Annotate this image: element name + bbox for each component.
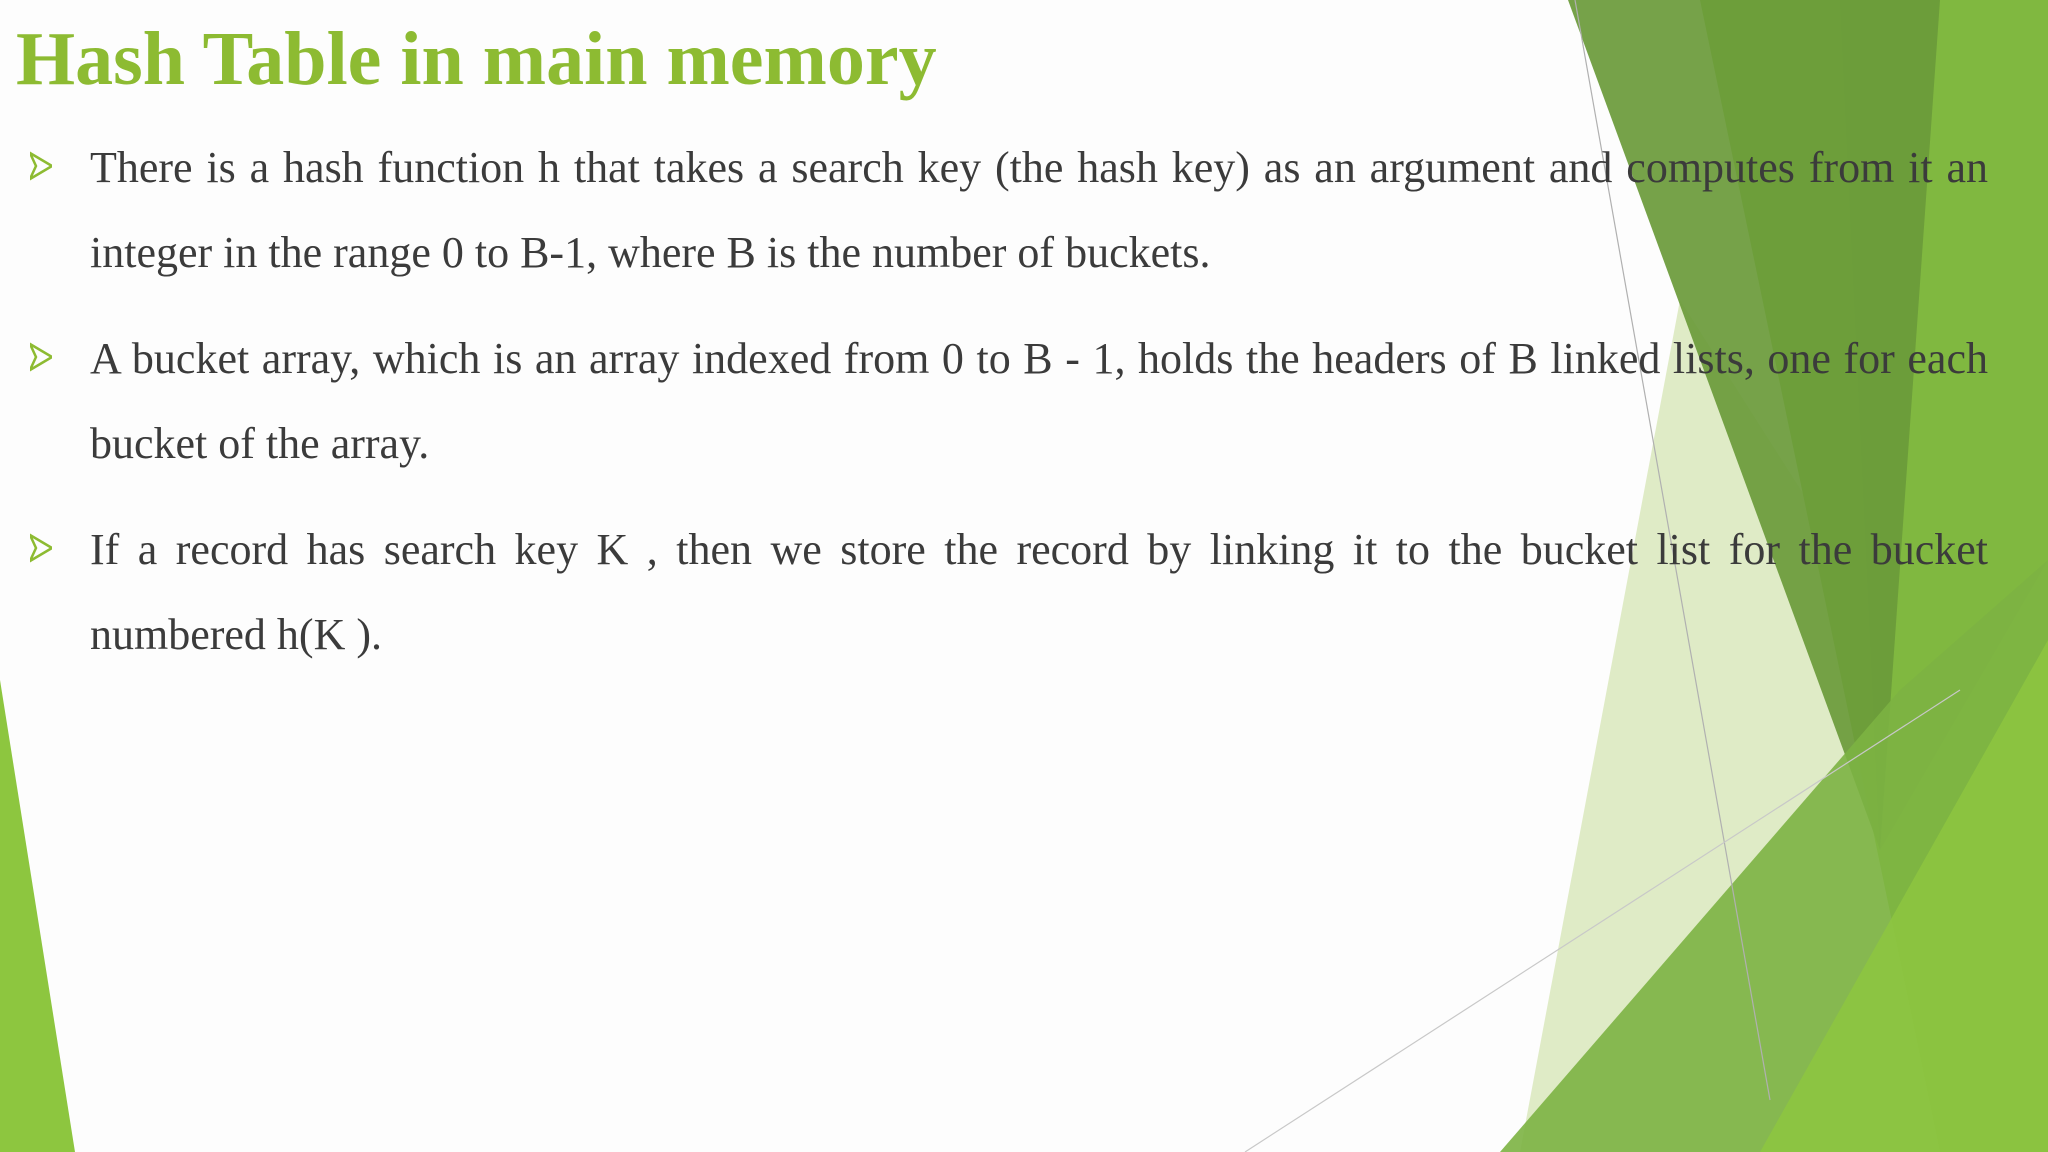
bullet-item: [30, 316, 1988, 486]
bullet-item: [30, 507, 1988, 677]
arrowhead-bullet-icon: [30, 533, 52, 563]
arrowhead-bullet-icon: [30, 151, 52, 181]
bullet-list: [30, 125, 1988, 698]
bullet-item: [30, 125, 1988, 295]
bullet-text: A bucket array, which is an array indexed from 0 to B - 1, holds the headers of B linked lists, one for each bucket of the array.: [90, 334, 1988, 468]
bullet-text: There is a hash function h that takes a search key (the hash key) as an argument and computes from it an integer in the range 0 to B-1, where B is the number of buckets.: [90, 143, 1988, 277]
slide-title: Hash Table in main memory: [16, 17, 937, 101]
bullet-text: If a record has search key K , then we store the record by linking it to the bucket list for the bucket numbered h(K ).: [90, 525, 1988, 659]
left-green-sliver: [0, 680, 75, 1152]
arrowhead-bullet-icon: [30, 342, 52, 372]
